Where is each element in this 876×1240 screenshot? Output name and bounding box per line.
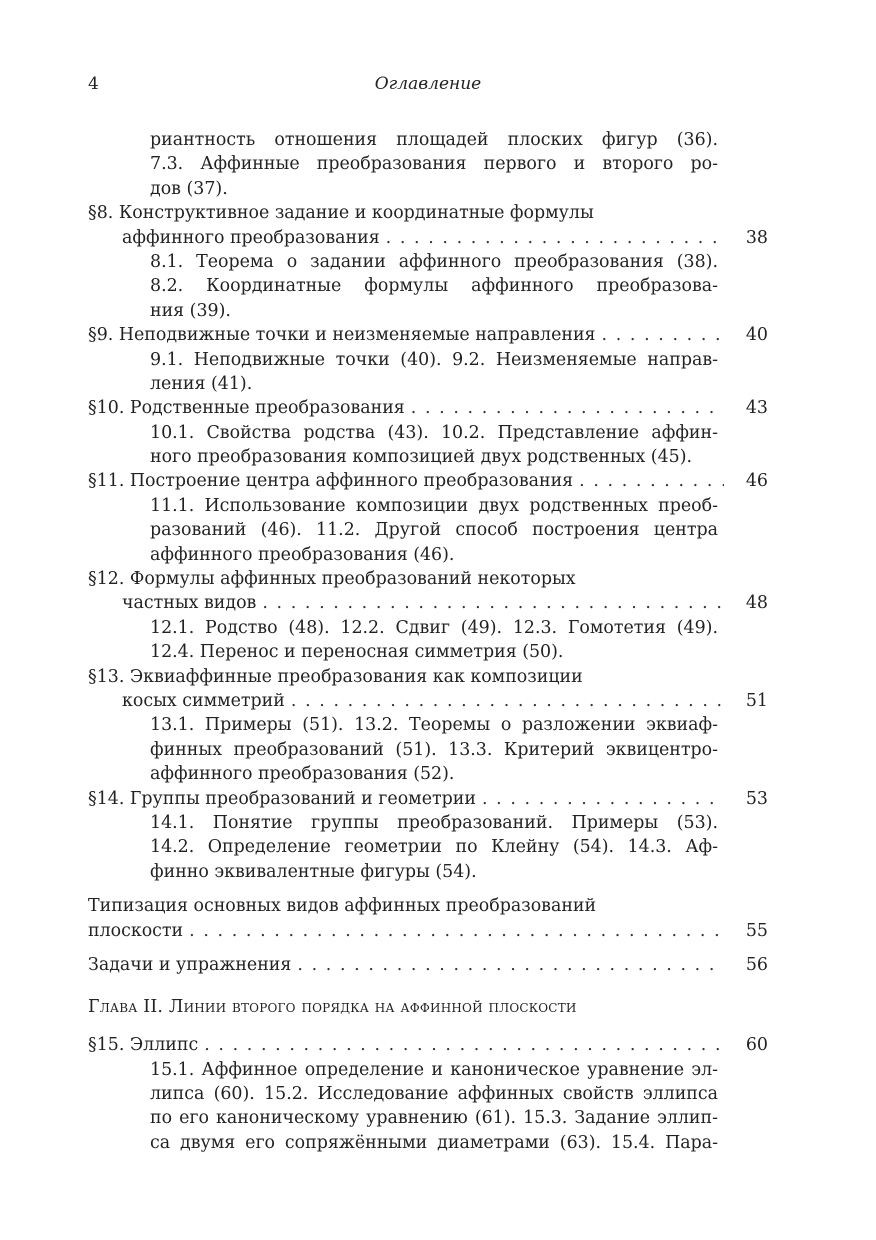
toc-sub-line: финно эквивалентные фигуры (54).: [150, 861, 477, 882]
leader-dots: [256, 591, 724, 615]
toc-sub-line: дов (37).: [150, 178, 228, 199]
toc-page-number: 43: [745, 398, 768, 419]
toc-entry-tasks[interactable]: [88, 953, 768, 977]
toc-entry-s11[interactable]: [88, 469, 768, 493]
toc-sub-line: 10.1. Свойства родства (43). 10.2. Представление аффин-: [150, 422, 718, 443]
toc-sub-line: 11.1. Использование композиции двух родственных преоб-: [150, 495, 718, 516]
toc-sub-line: риантность отношения площадей плоских фигур (36).: [150, 130, 718, 150]
leader-dots: [380, 226, 724, 250]
leader-dots: [596, 323, 724, 347]
toc-sub-line: аффинного преобразования (46).: [150, 544, 455, 565]
toc-sub-line: 13.1. Примеры (51). 13.2. Теоремы о разложении эквиаф-: [150, 715, 718, 736]
toc-entry-text: §9. Неподвижные точки и неизменяемые направления: [88, 325, 596, 346]
leader-dots: [198, 1033, 724, 1057]
toc-entry-s8[interactable]: [88, 226, 768, 250]
toc-entry-text: косых симметрий: [122, 690, 285, 711]
toc-entry-s13[interactable]: [88, 689, 768, 713]
toc-entry-s15[interactable]: [88, 1033, 768, 1057]
toc-sub-line: аффинного преобразования (52).: [150, 764, 455, 785]
toc-sub-line: 15.1. Аффинное определение и каноническое уравнение эл-: [150, 1059, 718, 1080]
toc-entry-text: §11. Построение центра аффинного преобразования: [88, 471, 574, 492]
page-header: [88, 74, 768, 100]
page-number: 4: [88, 74, 99, 94]
chapter-heading[interactable]: [88, 995, 768, 1023]
toc-page-number: 48: [745, 593, 768, 614]
spacer: [88, 977, 768, 995]
toc-page-number: 60: [745, 1035, 768, 1056]
toc-sub-line: 14.1. Понятие группы преобразований. Примеры (53).: [150, 812, 718, 833]
chapter-title: Линии второго порядка на аффинной плоскости: [168, 997, 577, 1018]
toc-page-number: 38: [745, 227, 768, 248]
toc-entry-s9[interactable]: [88, 323, 768, 347]
toc-page-number: 53: [745, 788, 768, 809]
toc-entry-s8-title[interactable]: §8. Конструктивное задание и координатные формулы: [88, 203, 594, 224]
toc-entry-text: Задачи и упражнения: [88, 954, 292, 975]
toc-sub-line: са двумя его сопряжёнными диаметрами (63). 15.4. Пара-: [150, 1132, 718, 1153]
toc-page-number: 55: [745, 920, 768, 941]
toc-entry-text: §14. Группы преобразований и геометрии: [88, 788, 476, 809]
toc-entry-typization-title[interactable]: Типизация основных видов аффинных преобразований: [88, 896, 597, 917]
leader-dots: [285, 689, 724, 713]
toc-sub-line: по его каноническому уравнению (61). 15.3. Задание эллип-: [150, 1108, 718, 1129]
toc-entry-text: аффинного преобразования: [122, 227, 380, 248]
toc-sub-line: ления (41).: [150, 373, 253, 394]
toc-entry-s12[interactable]: [88, 591, 768, 615]
toc-page-number: 46: [745, 471, 768, 492]
table-of-contents: [88, 128, 768, 1155]
toc-sub-line: 9.1. Неподвижные точки (40). 9.2. Неизменяемые направ-: [150, 349, 718, 370]
toc-entry-s13-title[interactable]: §13. Эквиаффинные преобразования как композиции: [88, 666, 583, 687]
running-title: Оглавление: [374, 74, 482, 94]
spacer: [88, 884, 768, 894]
toc-entry-s14[interactable]: [88, 787, 768, 811]
toc-entry-s10[interactable]: [88, 396, 768, 420]
leader-dots: [405, 396, 724, 420]
leader-dots: [183, 919, 724, 943]
chapter-prefix: Глава II.: [88, 997, 164, 1018]
toc-sub-line: 7.3. Аффинные преобразования первого и второго ро-: [150, 154, 718, 175]
toc-entry-typization[interactable]: [88, 919, 768, 943]
spacer: [88, 943, 768, 953]
toc-sub-line: 12.1. Родство (48). 12.2. Сдвиг (49). 12.3. Гомотетия (49).: [150, 617, 718, 638]
leader-dots: [573, 469, 724, 493]
toc-sub-line: разований (46). 11.2. Другой способ построения центра: [150, 520, 718, 541]
spacer: [88, 1023, 768, 1033]
toc-sub-line: 12.4. Перенос и переносная симметрия (50).: [150, 642, 564, 663]
toc-entry-s12-title[interactable]: §12. Формулы аффинных преобразований некоторых: [88, 569, 576, 590]
toc-sub-line: липса (60). 15.2. Исследование аффинных свойств эллипса: [150, 1084, 718, 1105]
toc-sub-line: финных преобразований (51). 13.3. Критерий эквицентро-: [150, 739, 718, 760]
toc-sub-line: 8.1. Теорема о задании аффинного преобразования (38).: [150, 251, 718, 272]
toc-entry-text: частных видов: [122, 593, 257, 614]
leader-dots: [291, 953, 724, 977]
toc-page-number: 56: [745, 954, 768, 975]
toc-page-number: 40: [745, 325, 768, 346]
toc-sub-line: 14.2. Определение геометрии по Клейну (54). 14.3. Аф-: [150, 837, 718, 858]
toc-entry-text: §10. Родственные преобразования: [88, 398, 405, 419]
toc-sub-line: 8.2. Координатные формулы аффинного преобразова-: [150, 276, 718, 297]
leader-dots: [476, 787, 724, 811]
toc-sub-line: ного преобразования композицией двух родственных (45).: [150, 447, 693, 468]
toc-page-number: 51: [745, 690, 768, 711]
toc-sub-line: ния (39).: [150, 300, 231, 321]
toc-entry-text: плоскости: [88, 920, 184, 941]
toc-entry-text: §15. Эллипс: [88, 1035, 199, 1056]
